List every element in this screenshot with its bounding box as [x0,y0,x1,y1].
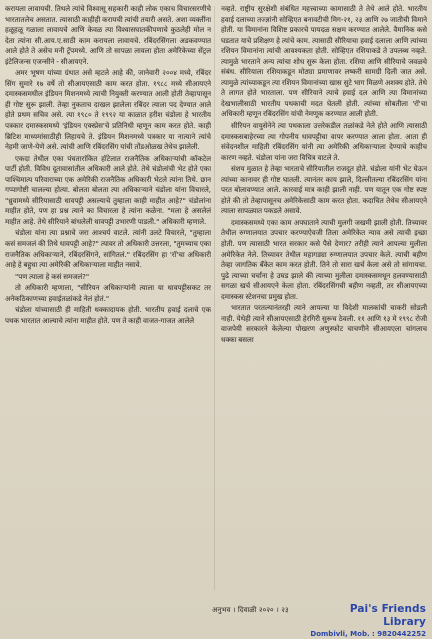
column-divider [214,6,215,590]
left-column [5,4,211,594]
stamp-title: Pai's Friends Library [349,603,426,628]
left-paragraph-3: एकदा तेथील एका पंचतारांकित हॉटेलात राजनैतिक अधिकाऱ्यांची कॉकटेल पार्टी होती. विविध दूतावासांतील अधिकारी आले होते. तेथे चंडोलांची भेट होते एका पाश्चिमात्य परिवाराच्या एक अमेरिकी राजनैतिक अधिकारी भेटले त्यांना तिथे. छान गप्पागोष्टी चालल्या होत्या. बोलता बोलता त्या अधिकाऱ्याने चंडोला यांना विचारले, "ध्रुवामध्ये सीरियासाठी धावपट्टी असल्याचे तुम्हाला काही माहीत आहे?" चंडोलांना माहीत होते, पण हा प्रश्न त्याने का विचारला हे त्यांना कळेना. "मला हे असलेलं माहीत आहे. तेथे सीरियाने बांधलेली धावपट्टी उभारणी पाडली." अधिकारी म्हणाले. [5,153,211,226]
text-columns [5,4,427,594]
right-paragraph-2: सीरियन वायुसेनेने त्या पथकाला उत्तरेकडील तळांकडे नेले होते आणि त्यासाठी दमास्कसबाहेरच्या त्या गोपनीय धावपट्टीचा वापर करण्यात आला होता. आता ही संवेदनशील माहिती रबिंदरसिंग यांनी त्या अमेरिकी अधिकाऱ्याला देण्याचे काहीच कारण नव्हते. चंडोला यांना जरा विचित्र वाटले ते. [221,121,427,162]
left-paragraph-7: चंडोला यांच्यासाठी ही माहिती धक्कादायक होती. भारतीय हवाई दलाचे एक पथक भारतात आल्याचे त्यांना माहीत होते. पण ते काही वाजत-गाजत आलेले [5,305,211,325]
left-paragraph-5: "पण त्याला हे कसं समजलं?" [15,271,90,281]
right-paragraph-5: भारतात परतल्यानंतरही त्याने आपल्या या विदेशी मालकांची चाकरी सोडली नाही. येथेही त्याने सीआयएसाठी हेरगिरी सुरूच ठेवली. ११ आणि १३ मे १९९८ रोजी वाजपेयी सरकारने केलेल्या पोखरण अणुस्फोट चाचणीने सीआयएला चांगलाच धक्का बसला [221,303,427,344]
library-stamp [310,603,426,638]
stamp-subtitle: Dombivli, Mob. : 9820442252 [310,630,426,638]
right-paragraph-1: नव्हते. राष्ट्रीय सुरक्षेशी संबंधित महत्त्वाच्या कामासाठी ते तेथे आले होते. भारतीय हवाई दलाच्या तज्ज्ञांनी सोव्हिएत बनावटीची मिग-२१, २३ आणि २७ जातीची विमाने होती. या विमानांना विशिष्ट प्रकारचे पायदळ सक्षम करण्यात आलेले. वैमानिक कसे घडतात याचे प्रशिक्षण हे त्यांचे काम. त्यासाठी सीरियाचा हवाई दलाला आणि त्यांच्या रशियन विमानांना त्यांची आवश्यकता होती. सोव्हिएत रशियाकडे ते उपलब्ध नव्हते. त्यामुळे भारताने अन्य त्यांचा शोध सुरू केला होता. रशिया आणि सीरियाचे जवळचे संबंध. सीरियाला रशियाकडून मोठ्या प्रमाणावर लष्करी सामग्री दिली जात असे. त्यामुळे त्यांच्याकडून त्या रशियन विमानांच्या खास सुटे भाग मिळणे अशक्य होते. तेथे ते लागत होते भारताला. पण सीरियाने त्याचे हवाई दल आणि त्या विमानांच्या देखभालीसाठी भारतीय पथकाची मदत घेतली होती. त्यांच्या सोबतीला 'रॉ'चा अधिकारी म्हणून रबिंदरसिंग यांची नेमणूक करण्यात आली होती. [221,4,427,119]
page-footer: अनुभव । दिवाळी २०२० । २३ [212,606,289,614]
left-paragraph-2: अमर भूषण यांच्या ग्रंथात असे म्हटले आहे की, जानेवारी २००४ मध्ये, रबिंदर सिंग सुमारे १७ वर्षे तो सीआयएसाठी काम करत होता. १९८८ मध्ये सीआयएने दमास्कसमधील इंडियन मिशनमध्ये त्याची नियुक्ती करण्यात आली होती तेव्हापासून ही गोष्ट सुरू झाली. तेव्हा नुकताच दाखल झालेला रबिंदर त्याला पद देण्यात आले होते प्रथम सचिव असे. त्या १९८० ते १९९२ या काळात हरीश चंडोला हे भारतीय पत्रकार दमास्कसमध्ये 'इंडियन एक्स्प्रेस'चे प्रतिनिधी म्हणून काम करत होते. काही ब्रिटिश माध्यमांसाठीही लिहायचे ते. इंडियन मिशनमध्ये पत्रकार या नात्याने त्यांचे नेहमी जाणे-येणे असे. त्यांची आणि रबिंदरसिंग यांची तोंडओळख तेथेच झालेली. [5,68,211,152]
right-paragraph-4: दमास्कसमध्ये एका काम अपघाताने त्याची मुलगी जखमी झाली होती. तिच्यावर तेथील रुग्णालयात उपचार करण्याऐवजी तिला अमेरिकेत न्याव असे त्याची इच्छा होती. पण त्यासाठी भारत सरकार कसे पैसे देणार? तरीही त्याने आपल्या मुलीला अमेरिकेत नेले. तिच्यावर तेथील महागड्या रुग्णालयात उपचार केले. त्याची बहीण तेव्हा जागतिक बँकेत काम करत होती. तिने तो सारा खर्च केला असे तो सांगायचा. पुढे त्याच्या चर्चांना हे उघड झाले की त्याच्या मुलीला दमास्कसमधून हलवण्यासाठी सगळा खर्च सीआयएने केला होता. रबिंदरसिंगची बहीण नव्हती, तर सीआयएच्या दमास्कस स्टेशनचा प्रमुख होता. [221,217,427,301]
left-paragraph-4: चंडोला यांना त्या प्रश्नाचे जरा आश्चर्य वाटले. त्यांनी उलटे विचारले, "तुम्हाला कसं समजलं की तिथे धावपट्टी आहे?" त्यावर तो अधिकारी उत्तरला, "तुमच्याच एका राजनैतिक अधिकाऱ्याने, रबिंदरसिंगने, सांगितलं." रबिंदरसिंग हा 'रॉ'चा अधिकारी आहे हे बहुधा त्या अमेरिकी अधिकाऱ्याला माहीत नसावे. [5,228,211,270]
right-column [221,4,427,594]
left-paragraph-6: तो अधिकारी म्हणाला, "सीरियन अधिकाऱ्यांनी त्याला या धावपट्टीसकट तर अनेकठिकाणच्या हवाईतळांकडे नेलं होतं." [5,283,211,303]
right-paragraph-3: संशय मुळात हे तेव्हा भारताचे सीरियातील राजदूत होते. चंडोला यांनी भेट घेऊन त्यांच्या कानावर ही गोष्ट घातली. त्यानंतर काय झाले, दिल्लीतल्या रबिंदरसिंग यांना परत बोलावण्यात आले. कारवाई मात्र काही झाली नाही. पण यातून एक गोष्ट स्पष्ट होते की तो तेव्हापासूनच अमेरिकेसाठी काम करत होता. कदाचित तेथेच सीआयएने त्याला सापळ्यात पकडले असावे. [221,164,427,216]
left-paragraph-1: करायला लावायची. तिथले त्यांचे विश्वासू सहकारी काही लोक एकाच विचारसरणीचे भारतातलेच असतात. त्यासाठी काहीही करायची त्यांची तयारी असते. अशा व्यक्तींना हळूहळू गळाला लावायचे आणि केवळ त्या विश्वासघातकीपणाचे कुठलेही मोल न देता त्यांना सी.आय.ए.साठी काम करायला लावायचे. रबिंदरसिंगला अडकवण्यात आले होते ते असेच मनी ट्रॅपमध्ये. आणि तो सापळा लावला होता अमेरिकेच्या सेंट्रल इंटेलिजन्स एजन्सीने - सीआयएने. [5,4,211,66]
